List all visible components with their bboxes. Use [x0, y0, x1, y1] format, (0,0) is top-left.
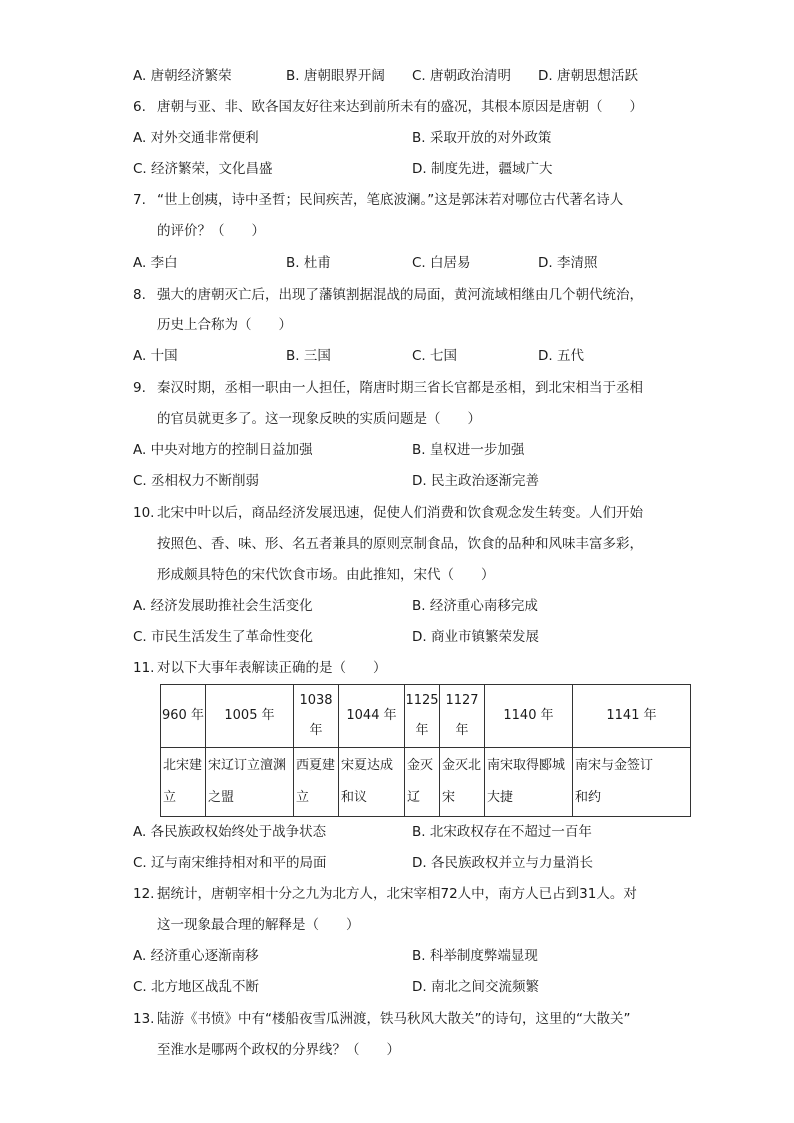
q12-stem: 12. 据统计，唐朝宰相十分之九为北方人，北宋宰相72人中，南方人已占到31人。对 [133, 886, 637, 902]
q13-stem-cont: 至淮水是哪两个政权的分界线？（ ） [157, 1042, 400, 1058]
event-cell: 西夏建 立 [294, 748, 339, 817]
q12-option-b: B. 科举制度弊端显现 [412, 948, 538, 964]
q12-number: 12. [133, 886, 155, 902]
q12-option-c: C. 北方地区战乱不断 [133, 979, 260, 995]
q10-option-b: B. 经济重心南移完成 [412, 598, 538, 614]
q7-stem-cont: 的评价？（ ） [157, 223, 265, 239]
q5-option-b: B. 唐朝眼界开阔 [286, 68, 385, 84]
q11-stem: 11. 对以下大事年表解读正确的是（ ） [133, 660, 387, 676]
q12-stem-cont: 这一现象最合理的解释是（ ） [157, 917, 360, 933]
q9-option-b: B. 皇权进一步加强 [412, 442, 525, 458]
year-cell: 960 年 [161, 685, 206, 748]
q5-option-d: D. 唐朝思想活跃 [538, 68, 638, 84]
event-cell: 宋辽订立澶渊 之盟 [206, 748, 294, 817]
year-cell: 1038 年 [294, 685, 339, 748]
q8-option-c: C. 七国 [412, 348, 458, 364]
q7-option-b: B. 杜甫 [286, 255, 331, 271]
q10-option-c: C. 市民生活发生了革命性变化 [133, 629, 314, 645]
q7-stem: 7. “世上创痍，诗中圣哲；民间疾苦，笔底波澜。”这是郭沫若对哪位古代著名诗人 [133, 192, 624, 208]
timeline-years-row [161, 685, 691, 748]
q6-stem: 6. 唐朝与亚、非、欧各国友好往来达到前所未有的盛况，其根本原因是唐朝（ ） [133, 99, 643, 115]
timeline-events-row [161, 748, 691, 817]
q7-option-d: D. 李清照 [538, 255, 598, 271]
q11-option-c: C. 辽与南宋维持相对和平的局面 [133, 855, 327, 871]
event-cell: 北宋建 立 [161, 748, 206, 817]
event-cell: 宋夏达成 和议 [339, 748, 405, 817]
q10-option-d: D. 商业市镇繁荣发展 [412, 629, 539, 645]
year-cell: 1125 年 [405, 685, 440, 748]
q5-option-c: C. 唐朝政治清明 [412, 68, 512, 84]
q7-number: 7. [133, 192, 146, 208]
q9-option-a: A. 中央对地方的控制日益加强 [133, 442, 313, 458]
q6-option-c: C. 经济繁荣，文化昌盛 [133, 161, 273, 177]
q8-stem: 8. 强大的唐朝灭亡后，出现了藩镇割据混战的局面，黄河流域相继由几个朝代统治， [133, 287, 643, 303]
q12-option-a: A. 经济重心逐渐南移 [133, 948, 259, 964]
q11-option-a: A. 各民族政权始终处于战争状态 [133, 824, 327, 840]
timeline-table [160, 684, 691, 817]
q13-number: 13. [133, 1011, 155, 1027]
q10-number: 10. [133, 505, 155, 521]
q9-stem: 9. 秦汉时期，丞相一职由一人担任，隋唐时期三省长官都是丞相，到北宋相当于丞相 [133, 380, 643, 396]
q8-option-d: D. 五代 [538, 348, 584, 364]
q9-option-d: D. 民主政治逐渐完善 [412, 473, 539, 489]
event-cell: 金灭 辽 [405, 748, 440, 817]
q8-stem-cont: 历史上合称为（ ） [157, 317, 292, 333]
q5-option-a: A. 唐朝经济繁荣 [133, 68, 232, 84]
q8-number: 8. [133, 287, 146, 303]
q10-stem: 10. 北宋中叶以后，商品经济发展迅速，促使人们消费和饮食观念发生转变。人们开始 [133, 505, 643, 521]
year-cell: 1127 年 [440, 685, 485, 748]
q9-number: 9. [133, 380, 146, 396]
q10-option-a: A. 经济发展助推社会生活变化 [133, 598, 313, 614]
q9-option-c: C. 丞相权力不断削弱 [133, 473, 260, 489]
q11-option-d: D. 各民族政权并立与力量消长 [412, 855, 593, 871]
q10-stem-cont-1: 按照色、香、味、形、名五者兼具的原则烹制食品，饮食的品种和风味丰富多彩， [157, 536, 643, 552]
event-cell: 金灭北 宋 [440, 748, 485, 817]
q13-stem: 13. 陆游《书愤》中有“楼船夜雪瓜洲渡，铁马秋风大散关”的诗句，这里的“大散关” [133, 1011, 631, 1027]
q6-option-b: B. 采取开放的对外政策 [412, 130, 552, 146]
q6-option-a: A. 对外交通非常便利 [133, 130, 259, 146]
year-cell: 1141 年 [573, 685, 691, 748]
q8-option-a: A. 十国 [133, 348, 178, 364]
q12-option-d: D. 南北之间交流频繁 [412, 979, 539, 995]
q7-option-a: A. 李白 [133, 255, 178, 271]
q6-option-d: D. 制度先进，疆域广大 [412, 161, 553, 177]
q10-stem-cont-2: 形成颇具特色的宋代饮食市场。由此推知，宋代（ ） [157, 567, 495, 583]
year-cell: 1005 年 [206, 685, 294, 748]
event-cell: 南宋与金签订 和约 [573, 748, 691, 817]
q11-number: 11. [133, 660, 155, 676]
event-cell: 南宋取得郾城 大捷 [485, 748, 573, 817]
q8-option-b: B. 三国 [286, 348, 331, 364]
year-cell: 1044 年 [339, 685, 405, 748]
q6-number: 6. [133, 99, 146, 115]
q7-option-c: C. 白居易 [412, 255, 471, 271]
q9-stem-cont: 的官员就更多了。这一现象反映的实质问题是（ ） [157, 411, 481, 427]
year-cell: 1140 年 [485, 685, 573, 748]
q11-option-b: B. 北宋政权存在不超过一百年 [412, 824, 592, 840]
